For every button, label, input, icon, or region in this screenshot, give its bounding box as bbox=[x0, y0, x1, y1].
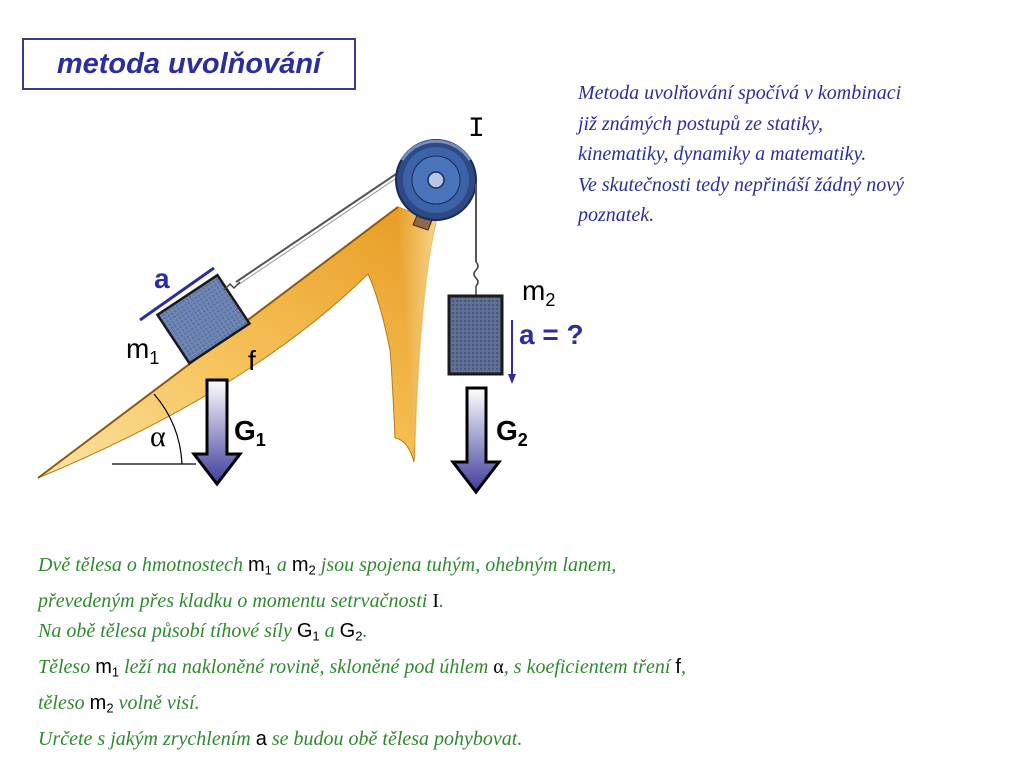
label-m2: $m_2$ bbox=[522, 275, 556, 310]
pulley-label-I: I bbox=[468, 114, 485, 145]
problem-line-5: těleso $m_2$ volně visí. bbox=[38, 691, 200, 715]
gravity-arrow-G2 bbox=[453, 388, 499, 492]
label-G2: $G_2$ bbox=[496, 415, 528, 450]
hook-m2 bbox=[474, 262, 478, 286]
description-line: kinematiky, dynamiky a matematiky. bbox=[578, 143, 867, 165]
label-f: f bbox=[248, 345, 256, 376]
label-a-question: a = ? bbox=[519, 319, 584, 350]
label-G1: $G_1$ bbox=[234, 415, 266, 450]
pulley bbox=[396, 140, 476, 220]
description-line: Ve skutečnosti tedy nepřináší žádný nový bbox=[578, 173, 905, 196]
problem-line-1: Dvě tělesa o hmotnostech $m_1$ a $m_2$ jsou spojena tuhým, ohebným lanem, bbox=[38, 554, 617, 578]
problem-line-4: Těleso $m_1$ leží na nakloněné rovině, skloněné pod úhlem α, s koeficientem tření f, bbox=[38, 656, 686, 680]
description-line: již známých postupů ze statiky, bbox=[578, 112, 823, 135]
description-line: poznatek. bbox=[578, 204, 655, 226]
page-title: metoda uvolňování bbox=[56, 47, 322, 80]
problem-line-6: Určete s jakým zrychlením a se budou obě tělesa pohybovat. bbox=[38, 727, 523, 750]
problem-line-2: převedeným přes kladku o momentu setrvačnosti I. bbox=[38, 589, 445, 612]
label-a: a bbox=[154, 263, 170, 294]
problem-statement bbox=[38, 550, 998, 754]
label-alpha: α bbox=[150, 420, 166, 453]
label-m1: $m_1$ bbox=[126, 333, 160, 368]
problem-line-3: Na obě tělesa působí tíhové síly $G_1$ a $G_2$. bbox=[38, 620, 368, 644]
block-m2 bbox=[449, 296, 502, 374]
description-line: Metoda uvolňování spočívá v kombinaci bbox=[578, 82, 902, 104]
